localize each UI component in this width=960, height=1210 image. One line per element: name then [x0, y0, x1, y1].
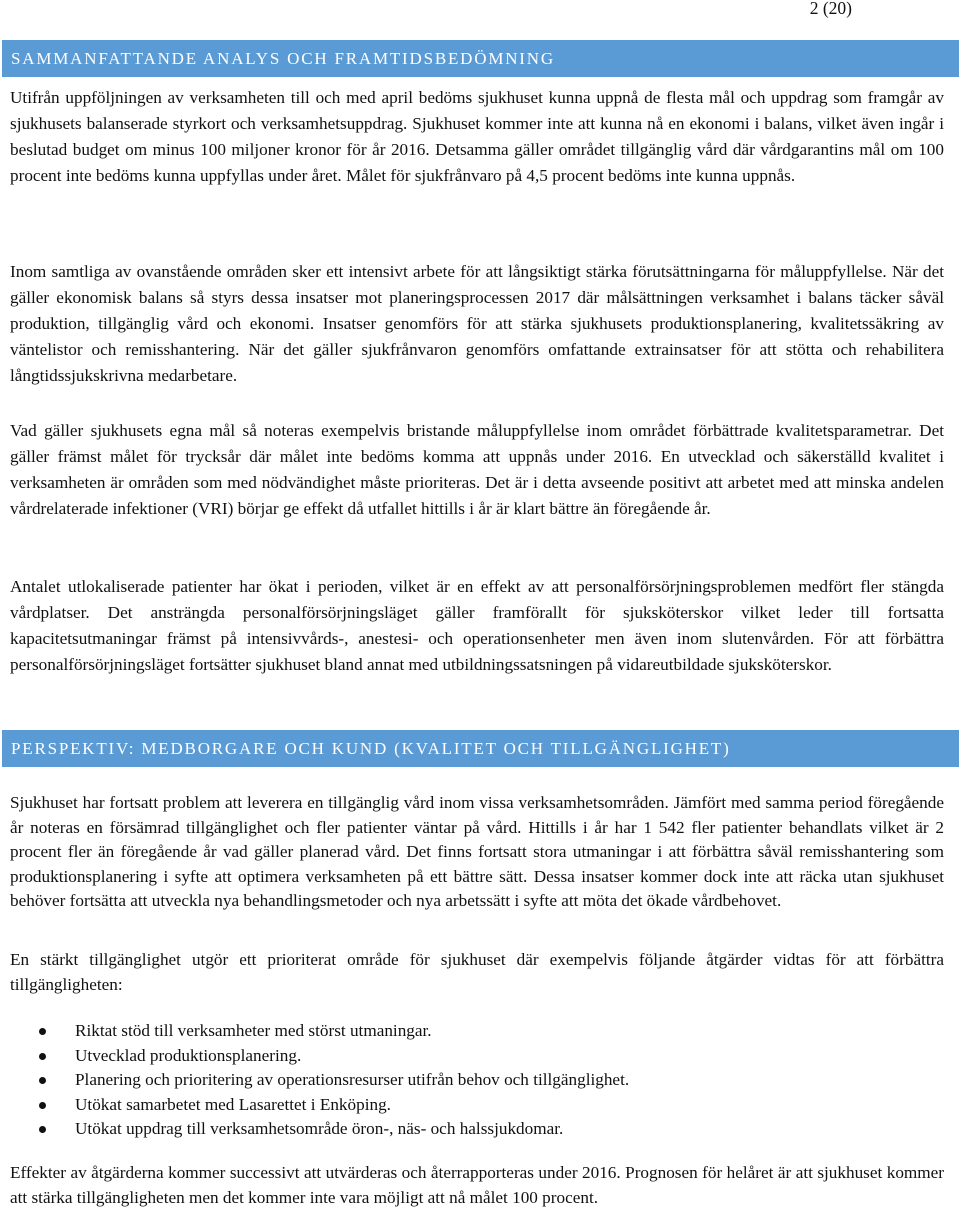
- summary-paragraph-1: Utifrån uppföljningen av verksamheten till och med april bedöms sjukhuset kunna uppnå de flesta mål och uppdrag som framgår av sjukhusets balanserade styrkort och verksamhetsuppdrag. Sjukhuset kommer inte att kunna nå en ekonomi i balans, vilket även ingår i beslutad budget om minus 100 miljoner kronor för år 2016. Detsamma gäller området tillgänglig vård där vårdgarantins mål om 100 procent inte bedöms kunna uppfyllas under året. Målet för sjukfrånvaro på 4,5 procent bedöms inte kunna uppnås.: [10, 88, 944, 185]
- list-item-text: Utvecklad produktionsplanering.: [75, 1045, 302, 1065]
- list-item: [10, 1068, 944, 1093]
- summary-paragraph-3: Vad gäller sjukhusets egna mål så noteras exempelvis bristande måluppfyllelse inom området förbättrade kvalitetsparametrar. Det gäller främst målet för trycksår där målet inte bedöms komma att uppnås under 2016. En utvecklad och säkerställd kvalitet i verksamheten är områden som med nödvändighet måste prioriteras. Det är i detta avseende positivt att arbetet med att minska andelen vårdrelaterade infektioner (VRI) börjar ge effekt då utfallet hittills i år är klart bättre än föregående år.: [10, 421, 944, 518]
- summary-paragraph-4: Antalet utlokaliserade patienter har ökat i perioden, vilket är en effekt av att personalförsörjningsproblemen medfört fler stängda vårdplatser. Det ansträngda personalförsörjningsläget gäller framförallt för sjuksköterskor vilket leder till fortsatta kapacitetsutmaningar främst på intensivvårds-, anestesi- och operationsenheter men även inom slutenvården. För att förbättra personalförsörjningsläget fortsätter sjukhuset bland annat med utbildningssatsningen på vidareutbildade sjuksköterskor.: [10, 577, 944, 674]
- list-item-text: Riktat stöd till verksamheter med störst utmaningar.: [75, 1021, 432, 1040]
- list-item-text: Planering och prioritering av operationsresurser utifrån behov och tillgänglighet.: [75, 1070, 630, 1089]
- closing-paragraph: Effekter av åtgärderna kommer successivt att utvärderas och återrapporteras under 2016. Prognosen för helåret är att sjukhuset kommer att stärka tillgängligheten men det kommer inte vara möjligt att nå målet 100 procent.: [10, 1163, 944, 1207]
- bullet-icon: [39, 1102, 46, 1109]
- list-item-text: Utökat uppdrag till verksamhetsområde öron-, näs- och halssjukdomar.: [75, 1119, 564, 1138]
- list-item: [10, 1093, 944, 1118]
- measures-list: [10, 1019, 944, 1142]
- bullet-icon: [39, 1126, 46, 1133]
- perspective-paragraph-1: Sjukhuset har fortsatt problem att leverera en tillgänglig vård inom vissa verksamhetsområden. Jämfört med samma period föregående år noteras en försämrad tillgänglighet och fler patienter väntar på vård. Hittills i år har 1 542 fler patienter behandlats vilket är 2 procent fler än föregående år vad gäller planerad vård. Det finns fortsatt stora utmaningar i att förbättra såväl remisshantering som produktionsplanering i syfte att optimera verksamheten på ett bättre sätt. Dessa insatser kommer dock inte att räcka utan sjukhuset behöver fortsätta att utveckla nya behandlingsmetoder och nya arbetssätt i syfte att möta det ökade vårdbehovet.: [10, 793, 944, 910]
- section-heading-perspective: PERSPEKTIV: MEDBORGARE OCH KUND (KVALITET OCH TILLGÄNGLIGHET): [2, 730, 959, 767]
- perspective-paragraph-2: En stärkt tillgänglighet utgör ett prioriterat område för sjukhuset där exempelvis följande åtgärder vidtas för att förbättra tillgängligheten:: [10, 950, 944, 994]
- list-item-text: Utökat samarbetet med Lasarettet i Enköping.: [75, 1094, 391, 1114]
- summary-paragraph-2: Inom samtliga av ovanstående områden sker ett intensivt arbete för att långsiktigt stärka förutsättningarna för måluppfyllelse. När det gäller ekonomisk balans så styrs dessa insatser mot planeringsprocessen 2017 där målsättningen verksamhet i balans täcker såväl produktion, tillgänglig vård och ekonomi. Insatser genomförs för att stärka sjukhusets produktionsplanering, kvalitetssäkring av väntelistor och remisshantering. När det gäller sjukfrånvaron genomförs omfattande extrainsatser för att stötta och rehabilitera långtidssjukskrivna medarbetare.: [10, 262, 944, 385]
- bullet-icon: [39, 1077, 46, 1084]
- list-item: [10, 1019, 944, 1044]
- list-item: [10, 1117, 944, 1142]
- bullet-icon: [39, 1028, 46, 1035]
- bullet-icon: [39, 1053, 46, 1060]
- list-item: [10, 1044, 944, 1069]
- section-heading-summary: SAMMANFATTANDE ANALYS OCH FRAMTIDSBEDÖMNING: [2, 40, 959, 77]
- page-number: 2 (20): [809, 0, 852, 18]
